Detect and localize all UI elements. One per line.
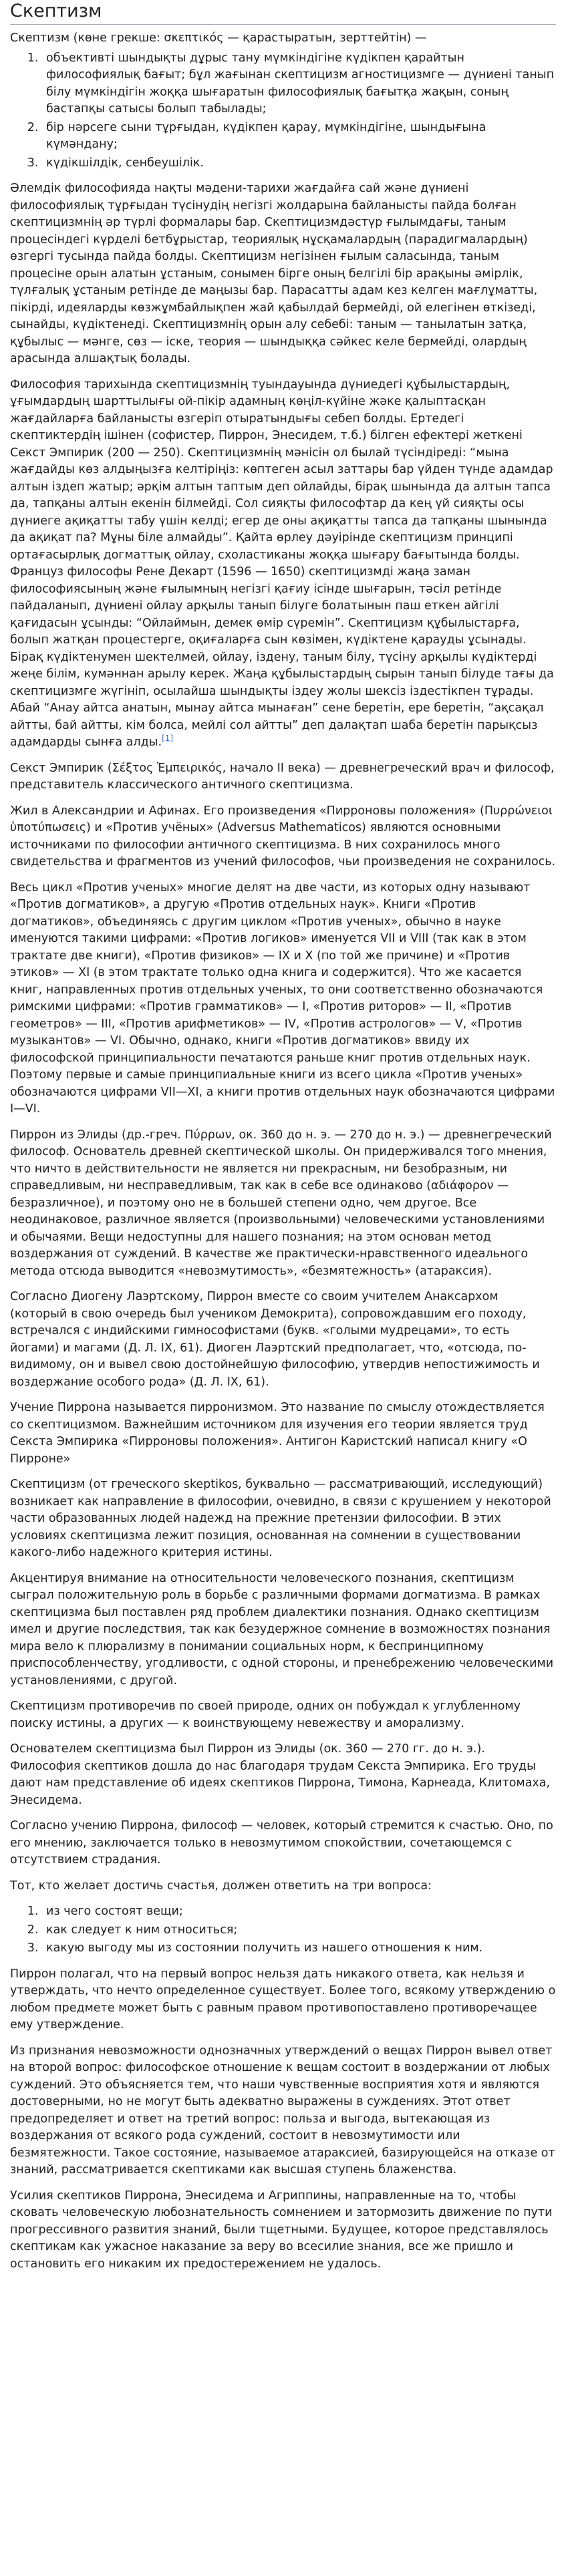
paragraph: Әлемдік философияда нақты мәдени-тарихи жағдайға сай және дүниені философиялық тұрғыдан түсінудің негізгі жолдарына байланысты пайда болған скептицизмнің әр түрлі формалары бар. Скептицизмдәстүр ғылымдағы, таным процесіндегі күрделі бетбұрыстар, теориялық нұсқамалардың (парадигмалардың) өзгергі тусында пайда болды. Скептицизм негізінен ғылым саласында, таным процесіне орын алатын ұстаным, сонымен бірге оның белгілі бір арақыны әмірлік, түлғалық ұстаным ретінде де маңызы бар. Парасатты адам кез келген мағлұматты, пікірді, идеяларды көзжұмбайлықпен жай қабылдай бермейді, ой елегінен өткізеді, сынайды, күдіктенеді. Скептицизмнің орын алу себебі: таным — танылатын затқа, құбылыс — мәнге, сөз — іскe, теория — шындыққа сәйкес келе бермейді, олардың арасында алшақтық болады. — [10, 182, 538, 365]
paragraph: Согласно Диогену Лаэртскому, Пиррон вместе со своим учителем Анаксархом (который в свою очередь был учеником Демокрита), сопровождавшим его походу, встречался с индийскими гимнософистами (букв. «голыми мудрецами», то есть йогами) и магами (Д. Л. IX, 61). Диоген Лаэртский предполагает, что, «отсюда, по-видимому, он и вывел свою достойнейшую философию, утвердив непостижимость и воздержание особого рода» (Д. Л. IX, 61). — [10, 1290, 540, 1389]
paragraph: Согласно учению Пиррона, философ — человек, который стремится к счастью. Оно, по его мнению, заключается только в невозмутимом спокойствии, сочетающемся с отсутствием страдания. — [10, 1819, 553, 1867]
page-title: Скептизм — [10, 0, 556, 25]
paragraph: Весь цикл «Против ученых» многие делят на две части, из которых одну называют «Против догматиков», а другую «Против отдельных наук». Книги «Против догматиков», объединяясь с другим циклом «Против ученых», обычно в науке именуются такими цифрами: «Против логиков» именуется VII и VIII (так как в этом трактате две книги), «Против физиков» — IX и X (по той же причине) и «Против этиков» — XI (в этом трактате только одна книга и содержится). Что же касается книг, направленных против отдельных ученых, то они соответственно обозначаются римскими цифрами: «Против грамматиков» — I, «Против риторов» — II, «Против геометров» — III, «Против арифметиков» — IV, «Против астрологов» — V, «Против музыкантов» — VI. Обычно, однако, книги «Против догматиков» ввиду их философской принципиальности печатаются раньше книг против отдельных наук. Поэтому первые и самые принципиальные книги из всего цикла «Против ученых» обозначаются цифрами VII—XI, а книги против отдельных наук обозначаются цифрами I—VI. — [10, 880, 555, 1116]
paragraph: Скептицизм (от греческого skeptikos, буквально — рассматривающий, исследующий) возникает как направление в философии, очевидно, в связи с крушением у некоторой части образованных людей надежд на прежние претензии философии. В этих условиях скептицизма лежит позиция, основанная на сомнении в существовании какого-либо надежного критерия истины. — [10, 1478, 551, 1559]
paragraph: Акцентируя внимание на относительности человеческого познания, скептицизм сыграл положительную роль в борьбе с различными формами догматизма. В рамках скептицизма был поставлен ряд проблем диалектики познания. Однако скептицизм имел и другие последствия, так как безудержное сомнение в возможностях познания мира вело к плюрализму в понимании социальных норм, к беспринципному приспособленчеству, угодливости, с одной стороны, и пренебрежению человеческими установлениями, с другой. — [10, 1571, 554, 1687]
paragraph: Жил в Александрии и Афинах. Его произведения «Пирроновы положения» (Πυρρώνειοι ὑποτύπωσεις) и «Против учёных» (Adversus Mathematicos) являются основными источниками по философии античного скептицизма. В них сохранилось много свидетельства и фрагментов из учений философов, чьи произведения не сохранилось. — [10, 804, 556, 868]
paragraph: Тот, кто желает достичь счастья, должен ответить на три вопроса: — [10, 1879, 432, 1893]
paragraph-text: Философия тарихында скептицизмнің туындауында дүниедегі құбылыстардың, ұғымдардың шарттылығы ой-пікір адамның көңіл-күйіне жәке қалыптасқан жағдайларға байланысты өзгеріп отыратындығы себеп болды. Ертедегі скептиктердің ішінен (софистер, Пиррон, Энесидем, т.б.) білген ефектері жеткені Секст Эмпирик (200 — 250). Скептицизмнің мәнісін ол былай түсіндіреді: “мына жағдайды көз алдыңызға келтіріңіз: көптеген асыл заттары бар үйден түнде адамдар алтын іздеп жатыр; әрқім алтын таптым деп ойлайды, бірақ шынында да алтын тапса да, тапқаны алтын екенін білмейді. Сол сияқты философтар да кең үй сияқты осы дүниеге ақиқатты табу үшін келді; егер де оны ақиқатты тапса да тапқаны шынында да ақиқат па? Мұны біле алмайды”. Қайта өрлеу дәуірінде скептицизм принципі ортағасырлық догматтық ойлау, схоластиканы жоққа шығару бағытында болды. Француз философы Рене Декарт (1596 — 1650) скептицизмді жаңа заман философиясының және ғылымның негізгі қағиу ісінде шығарын, тәсіл ретінде пайдаланып, дүниені ойлау арқылы танып білуге болатынын паш еткен айгілі қағидасын ұсынды: “Ойлаймын, демек өмір сүремін”. Скептицизм құбылыстарға, болып жатқан процестерге, оқиғаларға сын көзімен, күдіктене қарауды ұсынады. Бірақ күдіктенумен шектелмей, ойлау, іздену, таным білу, түсіну арқылы күдіктерді жеңе білім, кумәннан арылу керек. Жаңа құбылыстардың сырын танып білуде тағы да скептицизмге жүгініп, осылайша шындықты іздеу жолы шексіз іздестікпен тұрады. Абай “Анау айтса анатын, мынау айтса мынаған” сене беретін, ере беретін, “ақсақал айтты, бай айтты, кім болса, мейлі сол айтты” деп далақтап шаба беретін парықсыз адамдарды сынға алды. — [10, 377, 554, 749]
list-item: 3. күдікшілдік, сенбеушілік. — [42, 155, 556, 172]
paragraph — [10, 377, 556, 752]
paragraph: Скептицизм противоречив по своей природе, одних он побуждал к углубленному поиску истины, а других — к воинствующему невежеству и аморализму. — [10, 1700, 521, 1730]
list-item: 1. из чего состоят вещи; — [42, 1903, 556, 1921]
list-item: 2. как следует к ним относиться; — [42, 1922, 556, 1939]
paragraph: Пиррон полагал, что на первый вопрос нельзя дать никакого ответа, как нельзя и утверждать, что нечто определенное существует. Более того, всякому утверждению о любом предмете может быть с равным правом противопоставлено противоречащее ему утверждение. — [10, 1967, 556, 2032]
paragraph: Секст Эмпирик (Σέξτος Ἐμπειρικός, начало II века) — древнегреческий врач и философ, представитель классического античного скептицизма. — [10, 761, 555, 792]
list-item: 1. объективті шындықты дұрыс тану мүмкіндігіне күдікпен қарайтын философиялық бағыт; бұл жағынан скептицизм агностицизмге — дүниені танып білу мүмкіндігін жоққа шығаратын философиялық бағытқа жақын, соның бастапқы сатысы болып табылады; — [42, 50, 556, 118]
paragraph: Основателем скептицизма был Пиррон из Элиды (ок. 360 — 270 гг. до н. э.). Философия скептиков дошла до нас благодаря трудам Секста Эмпирика. Его труды дают нам представление об идеях скептиков Пиррона, Тимона, Карнеада, Клитомаха, Энесидема. — [10, 1742, 551, 1807]
paragraph: Пиррон из Элиды (др.-греч. Πύρρων, ок. 360 до н. э. — 270 до н. э.) — древнегреческий философ. Основатель древней скептической школы. Он придерживался того мнения, что ничто в действительности не является ни прекрасным, ни безобразным, ни справедливым, ни несправедливым, так как в себе все одинаково (αδιάφορον — безразличное), и поэтому оно не в большей степени одно, чем другое. Все неодинаковое, различное является (произвольными) человеческими установлениями и обычаями. Вещи недоступны для нашего познания; на этом основан метод воздержания от суждений. В качестве же практически-нравственного идеального метода отсюда выводится «невозмутимость», «безмятежность» (атараксия). — [10, 1128, 552, 1278]
intro-paragraph: Скептизм (көне грекше: σκεπτικός — қарастыратын, зерттейтін) — — [10, 31, 427, 45]
paragraph: Из признания невозможности однозначных утверждений о вещах Пиррон вывел ответ на второй вопрос: философское отношение к вещам состоит в воздержании от любых суждений. Это объясняется тем, что наши чувственные восприятия хотя и являются достоверными, но не могут быть адекватно выражены в суждениях. Этот ответ предопределяет и ответ на третий вопрос: польза и выгода, вытекающая из воздержания от всякого рода суждений, состоит в невозмутимости или безмятежности. Такое состояние, называемое атараксией, базирующейся на отказе от знаний, рассматривается скептиками как высшая ступень блаженства. — [10, 2044, 555, 2177]
reference-link[interactable]: [1] — [162, 734, 174, 744]
paragraph: Учение Пиррона называется пирронизмом. Это название по смыслу отождествляется со скептицизмом. Важнейшим источником для изучения его теории является труд Секста Эмпирика «Пирроновы положения». Антигон Каристский написал книгу «О Пирроне» — [10, 1401, 545, 1466]
list-item: 3. какую выгоду мы из состоянии получить из нашего отношения к ним. — [42, 1940, 556, 1957]
definition-list-kk — [10, 50, 556, 172]
paragraph: Усилия скептиков Пиррона, Энесидема и Агриппины, направленные на то, чтобы сковать человеческую любознательность сомнением и затормозить движение по пути прогрессивного развития знаний, были тщетными. Будущее, которое представлялось скептикам как ужасное наказание за веру во всесилие знания, все же пришло и остановить его никаким их предостережением не удалось. — [10, 2189, 553, 2271]
questions-list — [10, 1903, 556, 1957]
list-item: 2. бір нәрсеге сыни тұрғыдан, күдікпен қарау, мүмкіндігіне, шындығына күмәндану; — [42, 120, 556, 154]
